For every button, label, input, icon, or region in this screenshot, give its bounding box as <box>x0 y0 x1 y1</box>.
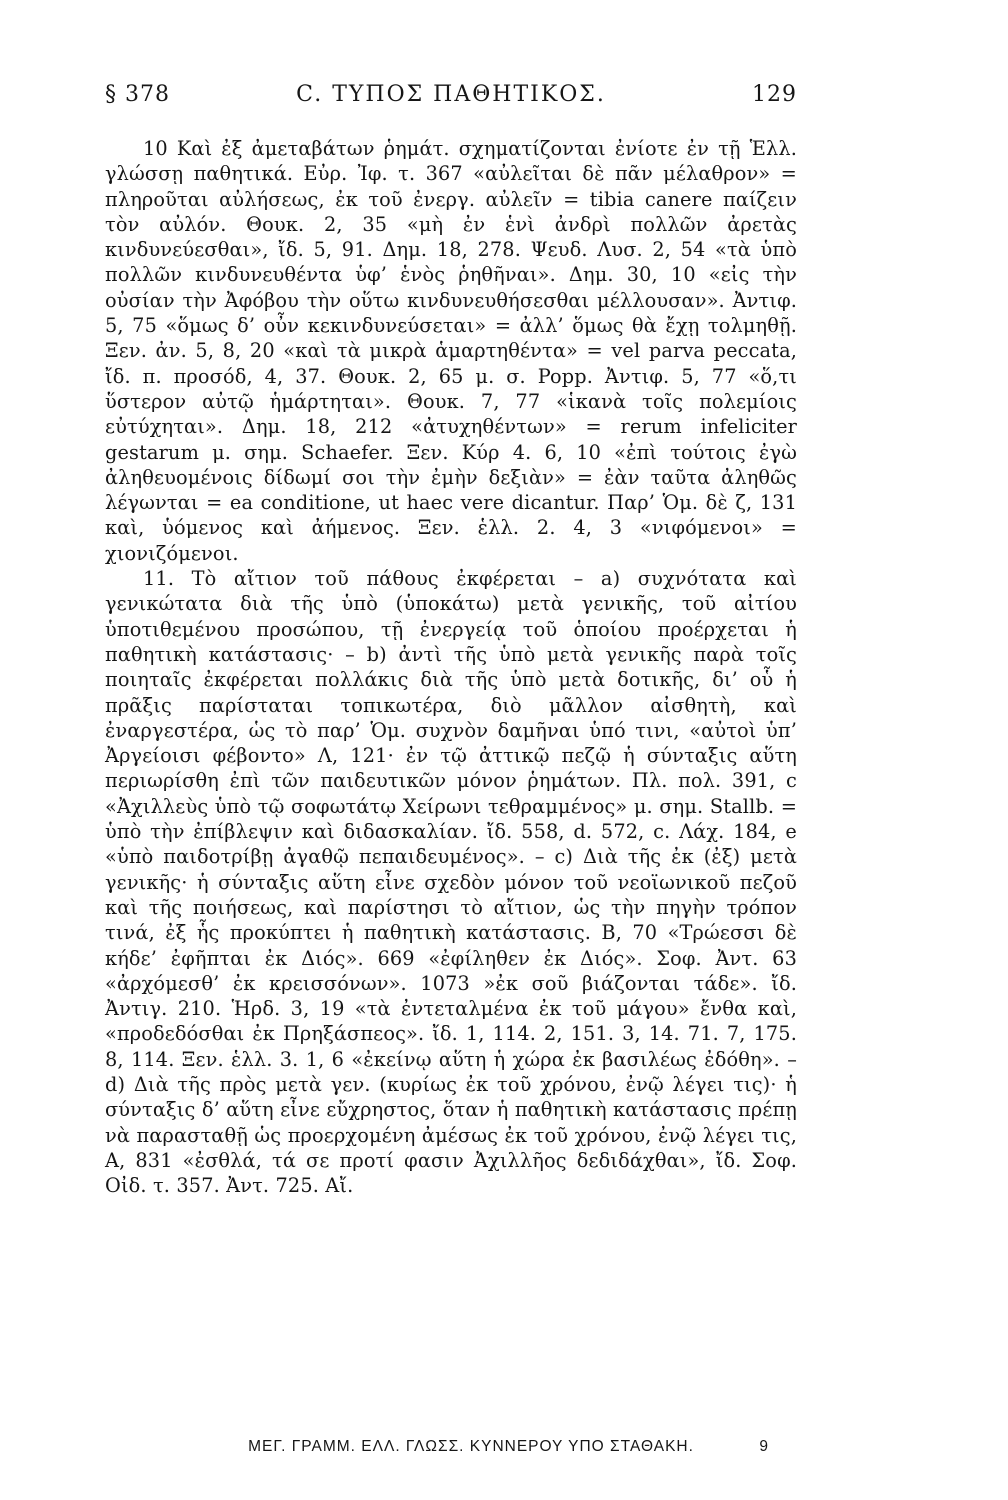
printer-signature <box>105 1438 797 1456</box>
paragraph-11: 11. Τὸ αἴτιον τοῦ πάθους ἐκφέρεται – a) συχνότατα καὶ γενικώτατα διὰ τῆς ὑπὸ (ὑποκάτω) μετὰ γενικῆς, τοῦ αἰτίου ὑποτιθεμένου προσώπου, τῇ ἐνεργείᾳ τοῦ ὁποίου προέρχεται ἡ παθητικὴ κατάστασις· – b) ἀντὶ τῆς ὑπὸ μετὰ γενικῆς παρὰ τοῖς ποιηταῖς ἐκφέρεται πολλάκις διὰ τῆς ὑπὸ μετὰ δοτικῆς, δι’ οὗ ἡ πρᾶξις παρίσταται τοπικωτέρα, διὸ μᾶλλον αἰσθητὴ, καὶ ἐναργεστέρα, ὡς τὸ παρ’ Ὁμ. συχνὸν δαμῆναι ὑπό τινι, «αὐτοὶ ὑπ’ Ἀργείοισι φέβοντο» Λ, 121· ἐν τῷ ἀττικῷ πεζῷ ἡ σύνταξις αὕτη περιωρίσθη ἐπὶ τῶν παιδευτικῶν μόνον ῥημάτων. Πλ. πολ. 391, c «Ἀχιλλεὺς ὑπὸ τῷ σοφωτάτῳ Χείρωνι τεθραμμένος» μ. σημ. Stallb. = ὑπὸ τὴν ἐπίβλεψιν καὶ διδασκαλίαν. ἴδ. 558, d. 572, c. Λάχ. 184, e «ὑπὸ παιδοτρίβῃ ἀγαθῷ πεπαιδευμένος». – c) Διὰ τῆς ἐκ (ἐξ) μετὰ γενικῆς· ἡ σύνταξις αὕτη εἶνε σχεδὸν μόνον τοῦ νεοϊωνικοῦ πεζοῦ καὶ τῆς ποιήσεως, καὶ παρίστησι τὸ αἴτιον, ὡς τὴν πηγὴν τρόπον τινά, ἐξ ἧς προκύπτει ἡ παθητικὴ κατάστασις. Β, 70 «Τρώεσσι δὲ κήδε’ ἐφῆπται ἐκ Διός». 669 «ἐφίληθεν ἐκ Διός». Σοφ. Ἀντ. 63 «ἀρχόμεσθ’ ἐκ κρεισσόνων». 1073 »ἐκ σοῦ βιάζονται τάδε». ἴδ. Ἀντιγ. 210. Ἡρδ. 3, 19 «τὰ ἐντεταλμένα ἐκ τοῦ μάγου» ἔνθα καὶ, «προδεδόσθαι ἐκ Πρηξάσπεος». ἴδ. 1, 114. 2, 151. 3, 14. 71. 7, 175. 8, 114. Ξεν. ἑλλ. 3. 1, 6 «ἐκείνῳ αὕτη ἡ χώρα ἐκ βασιλέως ἐδόθη». – d) Διὰ τῆς πρὸς μετὰ γεν. (κυρίως ἐκ τοῦ χρόνου, ἐνῷ λέγει τις)· ἡ σύνταξις δ’ αὕτη εἶνε εὔχρηστος, ὅταν ἡ παθητικὴ κατάστασις πρέπῃ νὰ παρασταθῇ ὡς προερχομένη ἀμέσως ἐκ τοῦ χρόνου, ἐνῷ λέγει τις, Α, 831 «ἐσθλά, τά σε προτί φασιν Ἀχιλλῆος δεδιδάχθαι», ἴδ. Σοφ. Οἰδ. τ. 357. Ἀντ. 725. Αἴ. <box>105 567 797 1198</box>
page-number: 129 <box>752 82 797 107</box>
signature-number: 9 <box>759 1438 769 1455</box>
signature-text: ΜΕΓ. ΓΡΑΜΜ. ΕΛΛ. ΓΛΩΣΣ. ΚΥΝΝΕΡΟΥ ΥΠΟ ΣΤΑΘΑΚΗ. <box>248 1438 694 1455</box>
paragraph-10: 10 Καὶ ἐξ ἀμεταβάτων ῥημάτ. σχηματίζονται ἐνίοτε ἐν τῇ Ἑλλ. γλώσσῃ παθητικά. Εὐρ. Ἰφ. τ. 367 «αὐλεῖται δὲ πᾶν μέλαθρον» = πληροῦται αὐλήσεως, ἐκ τοῦ ἐνεργ. αὐλεῖν = tibia canere παίζειν τὸν αὐλόν. Θουκ. 2, 35 «μὴ ἐν ἑνὶ ἀνδρὶ πολλῶν ἀρετὰς κινδυνεύεσθαι», ἴδ. 5, 91. Δημ. 18, 278. Ψευδ. Λυσ. 2, 54 «τὰ ὑπὸ πολλῶν κινδυνευθέντα ὑφ’ ἑνὸς ῥηθῆναι». Δημ. 30, 10 «εἰς τὴν οὐσίαν τὴν Ἀφόβου τὴν οὕτω κινδυνευθήσεσθαι μέλλουσαν». Ἀντιφ. 5, 75 «ὅμως δ’ οὖν κεκινδυνεύσεται» = ἀλλ’ ὅμως θὰ ἔχῃ τολμηθῇ. Ξεν. ἀν. 5, 8, 20 «καὶ τὰ μικρὰ ἁμαρτηθέντα» = vel parva peccata, ἴδ. π. προσόδ, 4, 37. Θουκ. 2, 65 μ. σ. Popp. Ἀντιφ. 5, 77 «ὅ,τι ὕστερον αὐτῷ ἡμάρτηται». Θουκ. 7, 77 «ἱκανὰ τοῖς πολεμίοις εὐτύχηται». Δημ. 18, 212 «ἀτυχηθέντων» = rerum infeliciter gestarum μ. σημ. Schaefer. Ξεν. Κύρ 4. 6, 10 «ἐπὶ τούτοις ἐγὼ ἀληθευομένοις δίδωμί σοι τὴν ἐμὴν δεξιὰν» = ἐὰν ταῦτα ἀληθῶς λέγωνται = ea conditione, ut haec vere dicantur. Παρ’ Ὁμ. δὲ ζ, 131 καὶ, ὑόμενος καὶ ἀήμενος. Ξεν. ἑλλ. 2. 4, 3 «νιφόμενοι» = χιονιζόμενοι. <box>105 137 797 565</box>
body-text <box>105 136 797 1198</box>
book-page <box>105 78 797 1468</box>
section-number: § 378 <box>105 82 170 107</box>
running-header <box>105 78 797 118</box>
running-title: C. ΤΥΠΟΣ ΠΑΘΗΤΙΚΟΣ. <box>296 82 606 107</box>
